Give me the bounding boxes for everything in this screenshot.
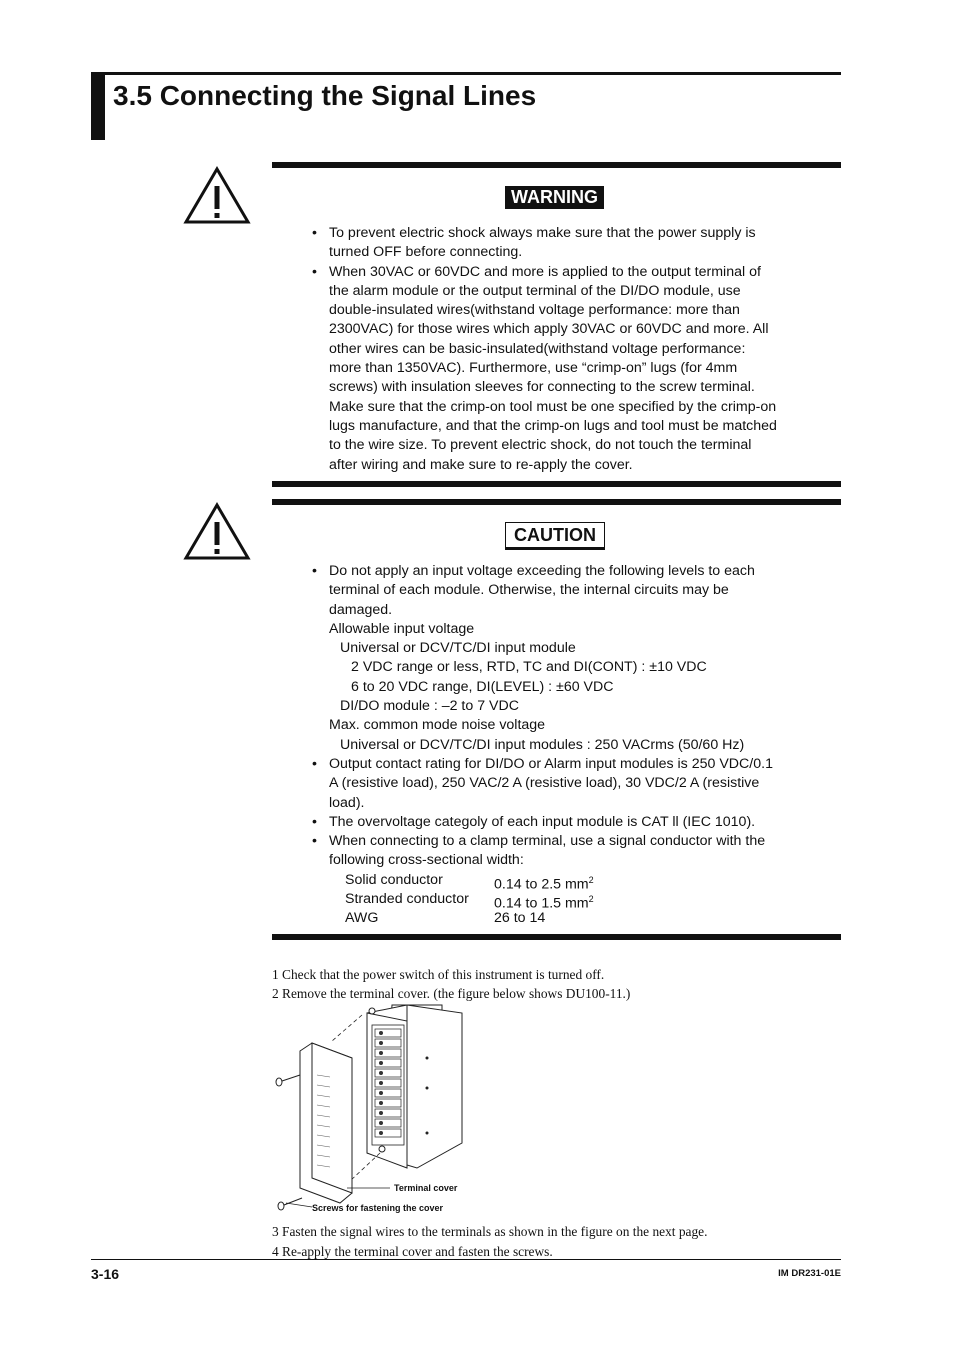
caution-bullet-1: • Do not apply an input voltage exceeding the following levels to each terminal of each module. Otherwise, the internal circuits may be damaged. Allowable input voltage Universal or DCV/TC/DI input module 2 VDC range or less, RTD, TC and DI(CONT) : ±10 VDC 6 to 20 VDC range, DI(LEVEL) : ±60 VDC DI/DO module : –2 to 7 VDC Max. common mode noise voltage Universal or DCV/TC/DI input modules : 250 VACrms (50/60 Hz) [312, 562, 773, 755]
title-rule [91, 72, 841, 75]
caution-bullet-3: • The overvoltage categoly of each input module is CAT ll (IEC 1010). [312, 813, 773, 832]
caution-top-rule [272, 499, 841, 505]
text-line: following cross-sectional width: [329, 852, 524, 869]
text-line: Make sure that the crimp-on tool must be one specified by the crimp-on [329, 398, 777, 415]
text-line: When connecting to a clamp terminal, use a signal conductor with the [329, 833, 766, 850]
text-line: after wiring and make sure to re-apply the cover. [329, 456, 633, 473]
superscript: 2 [588, 874, 594, 885]
text-line: damaged. [329, 601, 393, 618]
warning-triangle-icon [183, 166, 251, 226]
caution-triangle-icon [183, 502, 251, 562]
screws-label: Screws for fastening the cover [312, 1203, 444, 1213]
warning-text [312, 224, 777, 475]
conductor-row [329, 871, 773, 893]
section-title: 3.5 Connecting the Signal Lines [113, 80, 537, 111]
conductor-row [329, 909, 773, 928]
warning-bullet-1: • To prevent electric shock always make sure that the power supply is turned OFF before connecting. [312, 224, 777, 263]
value-text: 0.14 to 1.5 mm [494, 895, 589, 912]
text-line: screws) with insulation sleeves for connecting to the screw terminal. [329, 379, 755, 396]
conductor-name: AWG [345, 910, 379, 927]
footer-rule [91, 1259, 841, 1260]
caution-bullet-2: • Output contact rating for DI/DO or Alarm input modules is 250 VDC/0.1 A (resistive load), 250 VAC/2 A (resistive load), 30 VDC/2 A (resistive load). [312, 755, 773, 813]
conductor-row [329, 890, 773, 912]
dido-line: DI/DO module : –2 to 7 VDC [340, 698, 519, 715]
range-line-1: 2 VDC range or less, RTD, TC and DI(CONT) : ±10 VDC [351, 659, 707, 676]
text-line: To prevent electric shock always make sure that the power supply is [329, 225, 756, 241]
conductor-name: Solid conductor [345, 871, 443, 888]
text-line: more than 1350VAC). Furthermore, use “crimp-on” lugs (for 4mm [329, 360, 738, 377]
text-line: A (resistive load), 250 VAC/2 A (resistive load), 30 VDC/2 A (resistive [329, 775, 760, 792]
text-line: load). [329, 794, 365, 811]
step-1: 1 Check that the power switch of this instrument is turned off. [272, 967, 605, 982]
step-2: 2 Remove the terminal cover. (the figure below shows DU100-11.) [272, 986, 631, 1001]
text-line: Do not apply an input voltage exceeding the following levels to each [329, 563, 755, 579]
conductor-value: 26 to 14 [494, 910, 546, 927]
allowable-voltage-heading: Allowable input voltage [329, 620, 475, 637]
text-line: to the wire size. To prevent electric shock, do not touch the terminal [329, 437, 752, 454]
warning-label: WARNING [505, 186, 604, 209]
text-line: When 30VAC or 60VDC and more is applied to the output terminal of [329, 263, 761, 280]
step-4: 4 Re-apply the terminal cover and fasten the screws. [272, 1244, 553, 1259]
text-line: The overvoltage categoly of each input module is CAT ll (IEC 1010). [329, 813, 756, 830]
document-id: IM DR231-01E [778, 1268, 841, 1279]
caution-label: CAUTION [505, 522, 605, 550]
range-line-2: 6 to 20 VDC range, DI(LEVEL) : ±60 VDC [351, 678, 614, 695]
caution-text [312, 562, 773, 929]
warning-top-rule [272, 162, 841, 168]
terminal-cover-label: Terminal cover [394, 1183, 458, 1193]
warning-bullet-2: • When 30VAC or 60VDC and more is applied to the output terminal of the alarm module or the output terminal of the DI/DO module, use double-insulated wires(withstand voltage performance: more than 2300VAC) for those wires which apply 30VAC or 60VDC and more. All other wires can be basic-insulated(withstand voltage performance: more than 1350VAC). Furthermore, use “crimp-on” lugs (for 4mm screws) with insulation sleeves for connecting to the screw terminal. Make sure that the crimp-on tool must be one specified by the crimp-on lugs manufacture, and that the crimp-on lugs and tool must be matched to the wire size. To prevent electric shock, do not touch the terminal after wiring and make sure to re-apply the cover. [312, 263, 777, 475]
text-line: other wires can be basic-insulated(withstand voltage performance: [329, 340, 746, 357]
value-text: 0.14 to 2.5 mm [494, 876, 589, 893]
caution-bullet-4: • When connecting to a clamp terminal, use a signal conductor with the following cross-sectional width: Solid conductor 0.14 to 2.5 $mm^2$ Stranded conductor 0.14 to 1.5 $mm^2$ AWG 26 to 14 [312, 832, 773, 928]
text-line: the alarm module or the output terminal of the DI/DO module, use [329, 282, 741, 299]
text-line: lugs manufacture, and that the crimp-on lugs and tool must be matched [329, 417, 777, 434]
text-line: 2300VAC) for those wires which apply 30VAC or 60VDC and more. All [329, 321, 769, 338]
step-3: 3 Fasten the signal wires to the terminals as shown in the figure on the next page. [272, 1224, 708, 1239]
superscript: 2 [588, 894, 594, 905]
title-bar [91, 72, 105, 140]
text-line: terminal of each module. Otherwise, the internal circuits may be [329, 582, 729, 599]
text-line: Output contact rating for DI/DO or Alarm input modules is 250 VDC/0.1 [329, 755, 773, 772]
universal-modules-line: Universal or DCV/TC/DI input modules : 250 VACrms (50/60 Hz) [340, 736, 745, 753]
caution-bottom-rule [272, 934, 841, 940]
universal-module-line: Universal or DCV/TC/DI input module [340, 640, 576, 657]
max-common-mode-heading: Max. common mode noise voltage [329, 717, 546, 734]
text-line: double-insulated wires(withstand voltage performance: more than [329, 302, 740, 319]
page-number: 3-16 [91, 1266, 120, 1282]
conductor-name: Stranded conductor [345, 891, 469, 908]
warning-bottom-rule [272, 481, 841, 487]
text-line: turned OFF before connecting. [329, 244, 523, 261]
